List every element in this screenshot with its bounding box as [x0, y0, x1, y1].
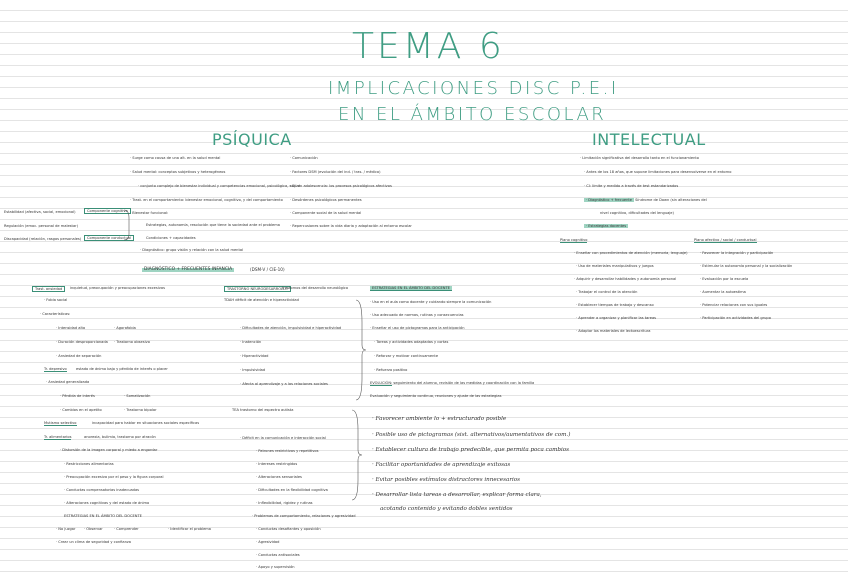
psiquica-line: · Surge como causa de una alt. en la salud mental — [130, 156, 221, 160]
intelectual-line: · Antes de los 18 años, que supone limitaciones para desenvolverse en el entorno — [584, 170, 732, 174]
plano-afec-line: · Participación en actividades del grupo — [700, 316, 771, 320]
plano-cog-line: · Trabajar el control de la atención — [576, 290, 638, 294]
conducta-item: · Conductas desafiantes y oposición — [256, 527, 321, 531]
tea-line: · Patrones restrictivos y repetitivos — [256, 449, 319, 453]
tdah-line: · Impulsividad — [240, 368, 266, 372]
docente-line: · Tareas y actividades adaptadas y cortas — [374, 340, 449, 344]
subtitle-line-1: IMPLICACIONES DISC P.E.I — [328, 78, 619, 99]
alimentarios-label: Tr. alimentarios — [44, 435, 72, 439]
ansiedad-sub: · Somatización — [124, 394, 151, 398]
docente-line: · Uso en el aula como docente y cuidando siempre la comunicación — [370, 300, 492, 304]
docente-line: · Reforzar y motivar continuamente — [374, 354, 439, 358]
estrategias-label: ESTRATEGIAS EN EL ÁMBITO DEL DOCENTE — [64, 514, 142, 518]
diag-suffix: (DSM-V / CIE-10) — [250, 267, 285, 272]
bipolar-item: · Trastorno bipolar — [124, 408, 157, 412]
evolucion-line: EVOLUCIÓN: seguimiento del alumno, revisión de las medidas y coordinación con la familia — [370, 381, 535, 385]
intelectual-estrat: · Estrategias docentes — [586, 224, 627, 228]
conducta-item: · Apoyo y supervisión — [256, 565, 295, 569]
plano-cog-line: · Enseñar con procedimientos de atención (memoria, lenguaje) — [574, 251, 688, 255]
docente-big-line: · Evitar posibles estímulos distractores innecesarios — [372, 477, 521, 483]
estrategias-item: · Comprender — [114, 527, 139, 531]
ansiedad-lines: · Características: — [40, 312, 71, 316]
plano-afec-line: · Aumentar la autoestima — [700, 290, 746, 294]
ansiedad-lines: · Intensidad alta — [56, 326, 86, 330]
psiquica-col2-line: · Desórdenes psicológicos permanentes — [290, 198, 362, 202]
estrategias-item: · No juzgar — [56, 527, 76, 531]
tea-line: · Déficit en la comunicación e interacción social — [240, 436, 326, 440]
intelectual-line: · Limitación significativa del desarrollo tanto en el funcionamiento — [580, 156, 699, 160]
subtitle-line-2: EN EL ÁMBITO ESCOLAR — [338, 104, 607, 125]
tdah-label: TDAH déficit de atención e hiperactividad — [224, 298, 299, 302]
bienestar-line: Estrategias, autonomía, resolución que tiene la sociedad ante el problema — [146, 223, 280, 227]
plano-cog-line: · Adaptar los materiales de lectoescritura — [576, 329, 651, 333]
psiquica-col2-line: · Componente social de la salud mental — [290, 211, 362, 215]
ansiedad-sub: · Agorafobia — [114, 326, 136, 330]
ansiedad-item: · Fobia social — [44, 298, 68, 302]
estrategias-line: · Crear un clima de seguridad y confianza — [56, 540, 131, 544]
tdah-line: · Afecta al aprendizaje y a las relaciones sociales — [240, 382, 328, 386]
intelectual-line: · CI: límite y medido a través de test estandarizados — [584, 184, 679, 188]
conducta-item: · Conductas antisociales — [256, 553, 300, 557]
plano-afec-line: · Favorecer la integración y participación — [700, 251, 774, 255]
depresion-desc: estado de ánimo bajo y pérdida de interés o placer — [76, 367, 168, 371]
plano-cog-line: · Establecer tiempos de trabajo y descanso — [576, 303, 654, 307]
component-brace — [124, 208, 132, 242]
plano-afectivo-label: Plano afectivo / social / conductual — [694, 238, 757, 242]
neuro-header: TRASTORNO NEURODESARROLLO — [224, 286, 291, 292]
alimentarios-item: · Alteraciones cognitivas y del estado de ánimo — [64, 501, 150, 505]
psiquica-col2-line: · Factores DSM (evolución del ind. / tras. / médico) — [290, 170, 381, 174]
tdah-brace — [356, 300, 366, 400]
plano-cog-line: · Uso de materiales manipulativos y juegos — [576, 264, 654, 268]
component-box: Componente conductual — [84, 235, 134, 241]
bienestar-label: · Bienestar funcional: — [130, 211, 169, 215]
evolucion-line-2: Evaluación y seguimiento continuo, reuniones y ajuste de las estrategias — [370, 394, 502, 398]
psiquica-line: · Salud mental: conceptos subjetivos y heterogéneos — [130, 170, 226, 174]
conducta-line: · Problemas de comportamiento, relaciones y agresividad — [252, 514, 356, 518]
ansiedad-lines: · Duración desproporcionada — [56, 340, 108, 344]
tema-title: TEMA 6 — [352, 26, 505, 67]
plano-cognitivo-label: Plano cognitivo — [560, 238, 588, 242]
tea-line: · Alteraciones sensoriales — [256, 475, 302, 479]
docente-big-line: · Posible uso de pictogramas (sist. alternativos/aumentativos de com.) — [372, 432, 571, 438]
depresion-label: Tr. depresivo — [44, 367, 67, 371]
alimentarios-item: · Distorsión de la imagen corporal y miedo a engordar — [60, 448, 158, 452]
tea-line: · Dificultades en la flexibilidad cognitiva — [256, 488, 328, 492]
plano-cog-line: · Aprender a organizar y planificar las tareas — [576, 316, 657, 320]
plano-cog-line: · Adquirir y desarrollar habilidades y autonomía personal — [574, 277, 677, 281]
plano-afec-line: · Estimular la autonomía personal y la socialización — [700, 264, 793, 268]
ansiedad-lines: · Ansiedad de separación — [56, 354, 102, 358]
depresion-item: · Cambios en el apetito — [60, 408, 102, 412]
docente-header: ESTRATEGIAS EN EL ÁMBITO DEL DOCENTE — [372, 286, 450, 290]
docente-line: · Refuerzo positivo — [374, 368, 408, 372]
tdah-line: · Dificultades de atención, impulsividad e hiperactividad — [240, 326, 342, 330]
mutismo-label: Mutismo selectivo — [44, 421, 77, 425]
plano-afec-line: · Evaluación por la escuela — [700, 277, 749, 281]
psiquica-line: · conjunto complejo de bienestar individual y competencias emocional, psicológica, social — [138, 184, 300, 188]
psiquica-heading: PSÍQUICA — [212, 130, 292, 149]
component-box: Componente cognitivo — [84, 208, 131, 214]
intelectual-heading: INTELECTUAL — [592, 130, 706, 149]
alimentarios-item: · Conductas compensatorias inadecuadas — [64, 488, 140, 492]
psiquica-col2-line: · Repercusiones sobre la vida diaria y adaptación al entorno escolar — [290, 224, 412, 228]
alimentarios-item: · Restricciones alimentarias — [64, 462, 114, 466]
bienestar-line: Condiciones + capacidades — [146, 236, 196, 240]
trast-ansiedad-desc: inquietud, preocupación y preocupaciones excesivas — [70, 286, 165, 290]
tea-brace — [352, 410, 362, 500]
alimentarios-desc: anorexia, bulimia, trastorno por atracón — [84, 435, 156, 439]
psiquica-col2-line: · Comunicación — [290, 156, 318, 160]
tdah-line: · Inatención — [240, 340, 262, 344]
mutismo-desc: incapacidad para hablar en situaciones sociales específicas — [92, 421, 200, 425]
docente-line: · Enseñar el uso de pictogramas para la anticipación — [370, 326, 465, 330]
docente-big-line: · Desarrollar lista tareas a desarrollar, explicar forma clara, — [372, 492, 542, 498]
docente-big-line: · Establecer cultura de trabajo predecible, que permita poca cambios — [372, 447, 570, 453]
docente-big-line: · Facilitar oportunidades de aprendizaje exitosas — [372, 462, 511, 468]
plano-afec-line: · Potenciar relaciones con sus iguales — [700, 303, 768, 307]
depresion-item: · Pérdida de interés — [60, 394, 95, 398]
diag-header: DIAGNÓSTICO + FRECUENTES INFANCIA — [144, 267, 233, 272]
psiquica-col2-line: · Ej. en adolescencia: los procesos psicológicos afectivos — [290, 184, 392, 188]
ansiedad-sub: · Trastorno obsesivo — [114, 340, 150, 344]
tea-line: · Inflexibilidad, rigidez y rutinas — [256, 501, 313, 505]
tdah-line: · Hiperactividad — [240, 354, 269, 358]
docente-line: · Uso adecuado de normas, rutinas y consecuencias — [370, 313, 464, 317]
ansiedad-item: · Ansiedad generalizada — [46, 380, 90, 384]
tea-line: · Intereses restringidos — [256, 462, 298, 466]
diag-line: · Diagnóstico: grupo visión y relación con la salud mental — [140, 248, 244, 252]
estrategias-item: · Observar — [84, 527, 103, 531]
intelectual-diag: · Diagnóstico + frecuente Síndrome de Down (sin alteraciones del — [586, 198, 707, 202]
left-label: Discapacidad (relación, rasgos personales) — [4, 237, 82, 241]
left-label: Regulación (emoc. personal de malestar) — [4, 224, 79, 228]
estrategias-item: · Identificar el problema — [168, 527, 212, 531]
tea-label: TEA trastorno del espectro autista — [232, 408, 294, 412]
trast-ansiedad-label: Trast. ansiedad — [32, 286, 65, 292]
docente-big-line: acotando contenido y evitando dobles sentidos — [380, 506, 513, 512]
alimentarios-item: · Preocupación excesiva por el peso y la figura corporal — [64, 475, 164, 479]
psiquica-line: · Trast. en el comportamiento: bienestar emocional, cognitivo, y del comportamiento — [130, 198, 283, 202]
intelectual-diag-2: nivel cognitivo, dificultades del lenguaje) — [600, 211, 674, 215]
neuro-desc: trastornos del desarrollo neurológico — [282, 286, 349, 290]
docente-big-line: · Favorecer ambiente lo + estructurado posible — [372, 416, 507, 422]
left-label: Estabilidad (afectiva, social, emocional) — [4, 210, 76, 214]
conducta-item: · Agresividad — [256, 540, 280, 544]
